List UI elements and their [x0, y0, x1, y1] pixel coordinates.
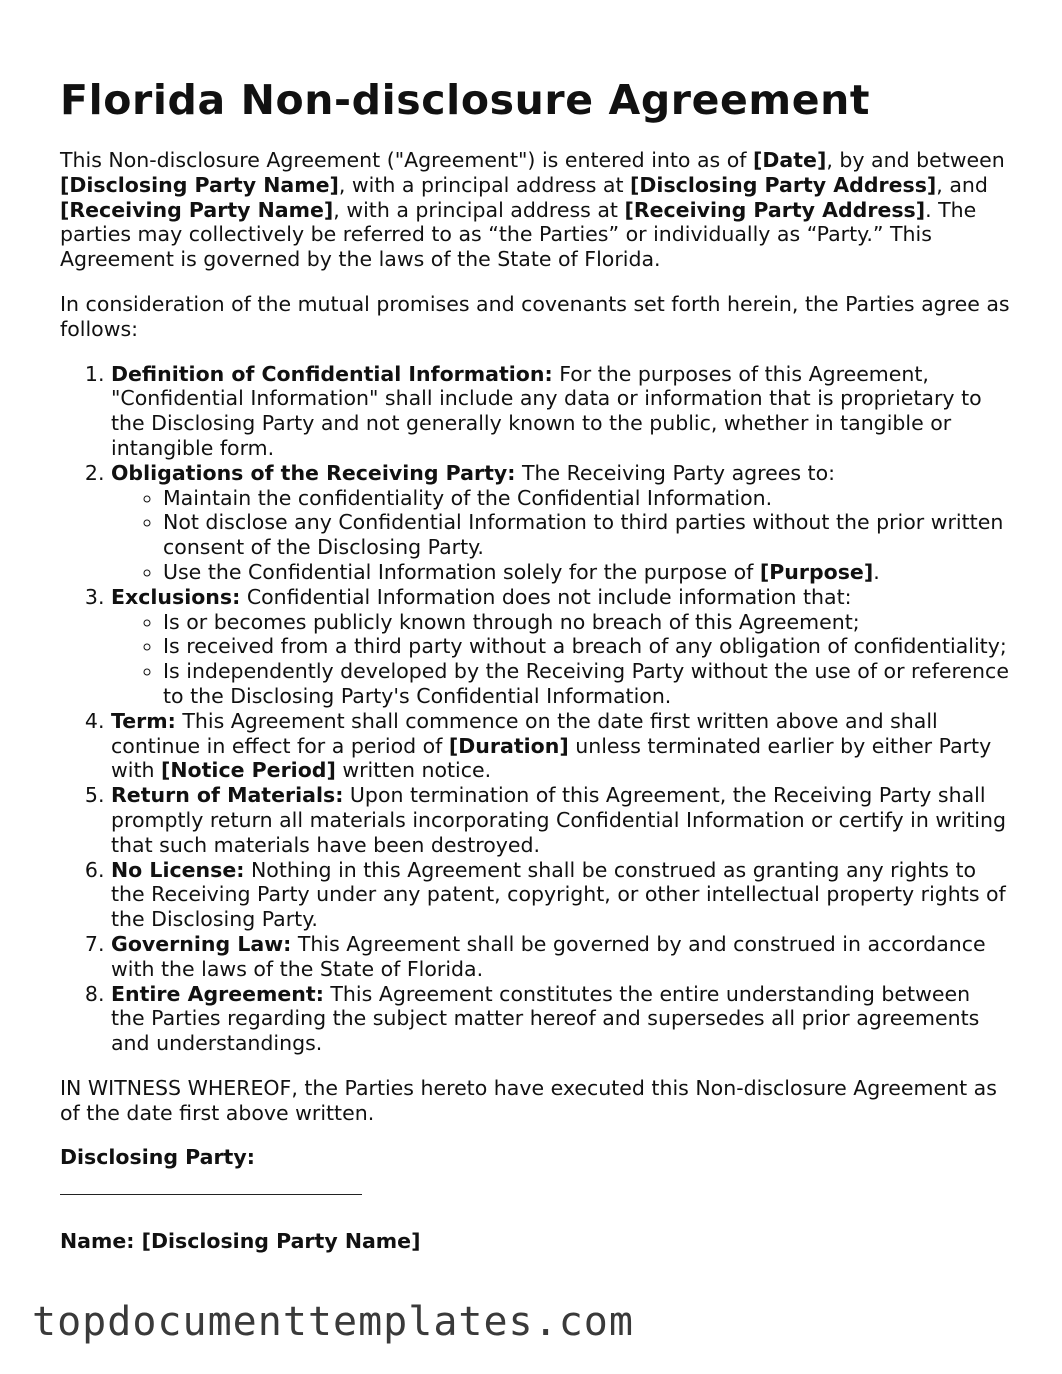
obligations-sublist	[111, 486, 1010, 585]
intro-text: . The parties may collectively be referred to as “the Parties” or individually as “Party.” This Agreement is governed by the laws of the State of Florida.	[60, 197, 977, 272]
clause-text: The Receiving Party agrees to:	[515, 460, 836, 485]
clause-text: Nothing in this Agreement shall be construed as granting any rights to the Receiving Party under any patent, copyright, or other intellectual property rights of the Disclosing Party.	[111, 857, 1006, 932]
clause-text: Upon termination of this Agreement, the Receiving Party shall promptly return all materials incorporating Confidential Information or certify in writing that such materials have been destroyed.	[111, 783, 1006, 857]
signature-name-text: Name: [Disclosing Party Name]	[60, 1229, 421, 1254]
intro-text: , by and between	[826, 148, 1005, 172]
clause-obligations	[111, 461, 1010, 585]
consideration-paragraph: In consideration of the mutual promises and covenants set forth herein, the Parties agree as follows:	[60, 291, 1010, 341]
receiving-address-placeholder: [Receiving Party Address]	[624, 197, 926, 222]
sub-item: ◦ Is or becomes publicly known through no breach of this Agreement;	[163, 610, 1010, 635]
witness-paragraph: IN WITNESS WHEREOF, the Parties hereto have executed this Non-disclosure Agreement as of the date first above written.	[60, 1075, 997, 1125]
sub-item: ◦ Is received from a third party without a breach of any obligation of confidentiality;	[163, 634, 1010, 659]
purpose-placeholder: [Purpose]	[759, 559, 874, 584]
clause-heading: Definition of Confidential Information:	[111, 361, 553, 386]
signature-name-line	[60, 1229, 1010, 1254]
sub-item	[163, 560, 1010, 585]
sub-item: ◦ Is independently developed by the Receiving Party without the use of or reference to the Disclosing Party's Confidential Information.	[163, 659, 1010, 709]
clauses-list	[60, 362, 1010, 1056]
clause-heading: Exclusions:	[111, 584, 241, 609]
signature-label-text: Disclosing Party:	[60, 1145, 255, 1170]
clause-heading: Return of Materials:	[111, 783, 344, 808]
sub-item: ◦ Maintain the confidentiality of the Confidential Information.	[163, 486, 1010, 511]
document-page	[60, 74, 1010, 1254]
clause-text: This Agreement constitutes the entire understanding between the Parties regarding the subject matter hereof and supersedes all prior agreements and understandings.	[111, 981, 980, 1056]
intro-text: , with a principal address at	[333, 197, 625, 222]
receiving-name-placeholder: [Receiving Party Name]	[60, 197, 334, 222]
clause-text: Confidential Information does not include information that:	[240, 584, 852, 609]
exclusions-sublist	[111, 610, 1010, 709]
duration-placeholder: [Duration]	[448, 733, 569, 758]
clause-definition	[111, 362, 1010, 461]
clause-heading: Term:	[111, 708, 176, 733]
clause-heading: No License:	[111, 857, 245, 882]
intro-paragraph	[60, 148, 1010, 272]
clause-return-of-materials	[111, 783, 1010, 857]
clause-term	[111, 709, 1010, 783]
document-title: Florida Non-disclosure Agreement	[60, 76, 871, 124]
disclosing-address-placeholder: [Disclosing Party Address]	[630, 172, 937, 197]
sub-item-text: Use the Confidential Information solely for the purpose of	[163, 559, 760, 584]
intro-text: , with a principal address at	[338, 172, 631, 197]
sub-item-text: .	[873, 559, 880, 584]
watermark: topdocumenttemplates.com	[32, 1299, 634, 1345]
clause-heading: Governing Law:	[111, 931, 292, 956]
intro-text: This Non-disclosure Agreement ("Agreement") is entered into as of	[60, 148, 754, 172]
clause-text: unless terminated earlier by either Party with	[111, 733, 992, 783]
date-placeholder: [Date]	[753, 148, 827, 172]
disclosing-name-placeholder: [Disclosing Party Name]	[60, 172, 339, 197]
clause-entire-agreement	[111, 982, 1010, 1056]
intro-text: , and	[936, 172, 988, 197]
sub-item: ◦ Not disclose any Confidential Information to third parties without the prior written consent of the Disclosing Party.	[163, 510, 1010, 560]
signature-line	[60, 1194, 362, 1195]
clause-exclusions	[111, 585, 1010, 709]
clause-text: This Agreement shall be governed by and construed in accordance with the laws of the State of Florida.	[111, 931, 986, 981]
signature-label	[60, 1145, 1010, 1170]
clause-no-license	[111, 858, 1010, 932]
clause-text: written notice.	[335, 758, 492, 783]
clause-heading: Obligations of the Receiving Party:	[111, 460, 516, 485]
clause-text: For the purposes of this Agreement, "Confidential Information" shall include any data or information that is proprietary to the Disclosing Party and not generally known to the public, whether in tangible or intangible form.	[111, 361, 982, 460]
notice-period-placeholder: [Notice Period]	[161, 758, 336, 783]
clause-text: This Agreement shall commence on the date first written above and shall continue in effect for a period of	[111, 708, 938, 758]
clause-governing-law	[111, 932, 1010, 982]
clause-heading: Entire Agreement:	[111, 981, 324, 1006]
